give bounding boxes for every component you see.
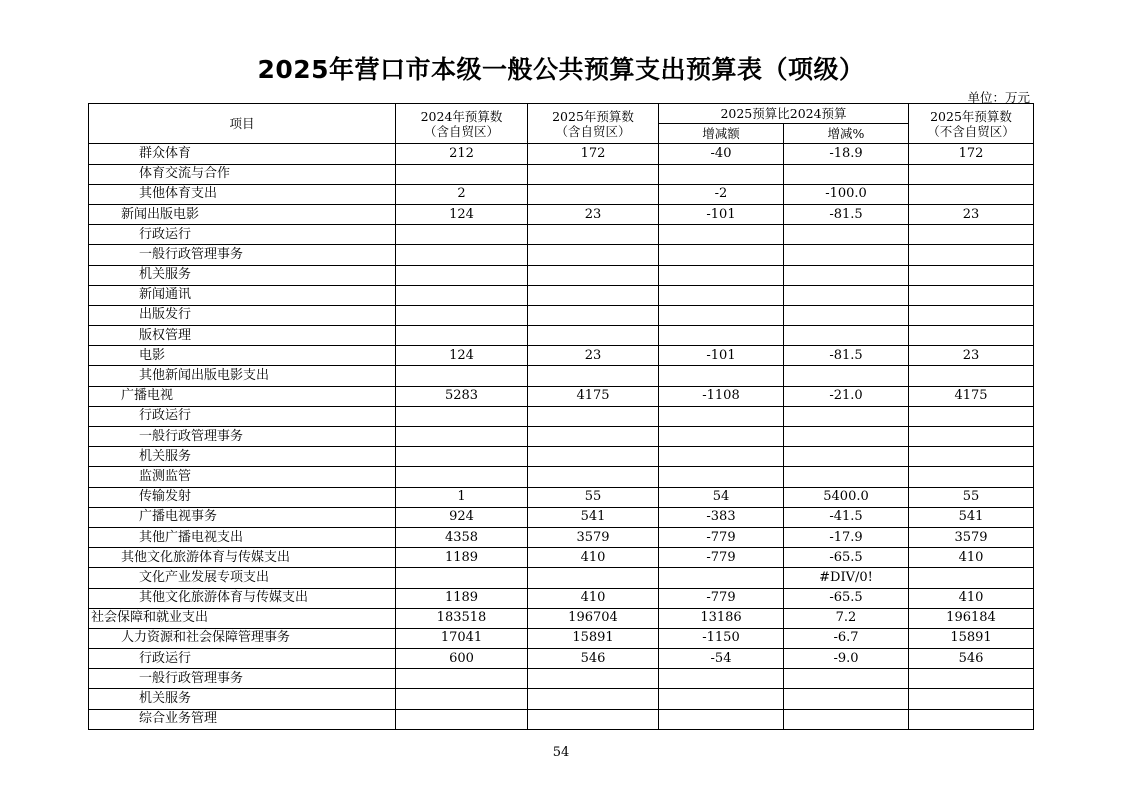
row-change-amount: -54 [659,649,784,669]
row-change-pct: -41.5 [784,507,909,527]
row-value-2024 [396,285,528,305]
table-row [89,326,1034,346]
row-value-2024: 212 [396,144,528,164]
row-item-name: 电影 [89,346,396,366]
header-item: 项目 [89,104,396,144]
table-row [89,709,1034,729]
row-value-2024: 1 [396,487,528,507]
row-change-pct [784,447,909,467]
page-title: 2025年营口市本级一般公共预算支出预算表（项级） [257,55,865,84]
row-change-amount [659,285,784,305]
row-value-2025-excl [909,164,1034,184]
row-change-amount [659,689,784,709]
row-item-name: 出版发行 [89,305,396,325]
table-row [89,346,1034,366]
row-item-name: 人力资源和社会保障管理事务 [89,628,396,648]
row-change-pct: -6.7 [784,628,909,648]
row-value-2025: 55 [528,487,659,507]
table-row [89,507,1034,527]
table-row [89,265,1034,285]
row-change-pct [784,689,909,709]
row-value-2025-excl [909,568,1034,588]
row-value-2025: 196704 [528,608,659,628]
row-item-name: 其他文化旅游体育与传媒支出 [89,588,396,608]
row-value-2025-excl [909,709,1034,729]
table-row [89,487,1034,507]
row-item-name: 机关服务 [89,265,396,285]
unit-label: 单位：万元 [967,90,1030,105]
row-change-pct [784,245,909,265]
row-value-2024: 124 [396,346,528,366]
table-row [89,386,1034,406]
row-value-2025 [528,467,659,487]
row-change-pct: -81.5 [784,204,909,224]
row-change-pct: -100.0 [784,184,909,204]
table-row [89,285,1034,305]
row-value-2024 [396,568,528,588]
row-change-amount: -1150 [659,628,784,648]
row-change-amount [659,265,784,285]
header-2025-line2: （含自贸区） [555,123,631,139]
row-value-2025: 410 [528,548,659,568]
row-value-2025-excl: 23 [909,204,1034,224]
table-row [89,427,1034,447]
table-body [89,144,1034,729]
row-value-2024: 17041 [396,628,528,648]
row-change-amount [659,406,784,426]
row-change-amount: 54 [659,487,784,507]
row-change-amount [659,427,784,447]
row-value-2025-excl: 410 [909,548,1034,568]
table-row [89,689,1034,709]
row-value-2025 [528,406,659,426]
row-value-2025-excl [909,467,1034,487]
row-change-amount [659,366,784,386]
row-item-name: 行政运行 [89,225,396,245]
row-value-2024 [396,427,528,447]
row-change-pct [784,427,909,447]
row-value-2024 [396,366,528,386]
table-row [89,366,1034,386]
row-change-amount [659,447,784,467]
row-change-pct [784,709,909,729]
row-item-name: 体育交流与合作 [89,164,396,184]
row-value-2025: 410 [528,588,659,608]
table-row [89,467,1034,487]
row-value-2024 [396,689,528,709]
row-value-2024: 600 [396,649,528,669]
table-row [89,527,1034,547]
row-item-name: 监测监管 [89,467,396,487]
row-change-pct [784,225,909,245]
row-value-2025: 15891 [528,628,659,648]
row-item-name: 一般行政管理事务 [89,427,396,447]
row-change-pct [784,265,909,285]
row-change-amount: -40 [659,144,784,164]
row-value-2025 [528,164,659,184]
row-change-pct: -17.9 [784,527,909,547]
row-item-name: 一般行政管理事务 [89,245,396,265]
row-change-amount: -2 [659,184,784,204]
row-change-pct: -65.5 [784,548,909,568]
row-value-2025: 23 [528,204,659,224]
row-value-2025 [528,326,659,346]
row-change-pct: -21.0 [784,386,909,406]
row-change-pct: -18.9 [784,144,909,164]
row-value-2025-excl: 3579 [909,527,1034,547]
row-value-2025-excl: 55 [909,487,1034,507]
row-item-name: 机关服务 [89,447,396,467]
row-change-amount: -779 [659,548,784,568]
row-change-amount: -101 [659,204,784,224]
row-change-amount [659,326,784,346]
row-item-name: 行政运行 [89,649,396,669]
table-header [89,104,1034,144]
row-value-2025 [528,225,659,245]
row-item-name: 新闻出版电影 [89,204,396,224]
table-row [89,184,1034,204]
row-change-pct [784,164,909,184]
row-change-pct: #DIV/0! [784,568,909,588]
row-change-amount: 13186 [659,608,784,628]
row-value-2024 [396,447,528,467]
row-value-2025-excl: 23 [909,346,1034,366]
row-value-2024: 924 [396,507,528,527]
row-change-amount [659,245,784,265]
header-2024-line2: （含自贸区） [423,123,499,139]
row-value-2025 [528,427,659,447]
table-row [89,568,1034,588]
row-value-2024 [396,406,528,426]
row-value-2025: 172 [528,144,659,164]
row-change-pct [784,285,909,305]
table-row [89,225,1034,245]
row-value-2025-excl: 196184 [909,608,1034,628]
page-number: 54 [552,745,570,760]
row-item-name: 文化产业发展专项支出 [89,568,396,588]
row-value-2025-excl [909,265,1034,285]
row-change-pct [784,669,909,689]
row-item-name: 机关服务 [89,689,396,709]
table-row [89,406,1034,426]
row-value-2025-excl [909,406,1034,426]
row-value-2025 [528,689,659,709]
row-value-2025-excl: 541 [909,507,1034,527]
row-value-2024: 183518 [396,608,528,628]
header-2025-excl-line1: 2025年预算数 [930,108,1012,124]
row-change-pct: -81.5 [784,346,909,366]
row-item-name: 其他体育支出 [89,184,396,204]
row-value-2025 [528,366,659,386]
row-value-2024: 2 [396,184,528,204]
row-value-2025: 3579 [528,527,659,547]
row-value-2025: 546 [528,649,659,669]
row-item-name: 群众体育 [89,144,396,164]
header-change-amount: 增减额 [659,124,784,144]
row-value-2024: 124 [396,204,528,224]
row-item-name: 版权管理 [89,326,396,346]
header-2025-excl [909,104,1034,144]
row-item-name: 其他新闻出版电影支出 [89,366,396,386]
row-value-2024 [396,467,528,487]
row-value-2024: 5283 [396,386,528,406]
header-2025-excl-line2: （不含自贸区） [927,123,1015,139]
row-value-2025: 541 [528,507,659,527]
header-change-pct: 增减% [784,124,909,144]
row-value-2025-excl [909,184,1034,204]
row-change-pct [784,467,909,487]
row-change-pct [784,305,909,325]
row-change-amount [659,164,784,184]
row-item-name: 行政运行 [89,406,396,426]
row-value-2025 [528,265,659,285]
row-value-2024: 1189 [396,588,528,608]
row-change-amount: -101 [659,346,784,366]
header-2024-line1: 2024年预算数 [420,108,503,124]
row-value-2025-excl [909,245,1034,265]
row-change-amount: -779 [659,527,784,547]
row-value-2025-excl [909,326,1034,346]
row-value-2024 [396,265,528,285]
row-change-amount: -779 [659,588,784,608]
header-2025 [528,104,659,144]
row-value-2024 [396,164,528,184]
table-row [89,245,1034,265]
row-change-pct: -9.0 [784,649,909,669]
table-row [89,204,1034,224]
row-value-2024 [396,669,528,689]
row-value-2025-excl [909,305,1034,325]
row-value-2024 [396,326,528,346]
row-value-2025-excl [909,366,1034,386]
row-value-2025 [528,447,659,467]
row-item-name: 综合业务管理 [89,709,396,729]
table-row [89,144,1034,164]
row-value-2024 [396,245,528,265]
row-value-2025-excl: 546 [909,649,1034,669]
row-change-pct [784,406,909,426]
row-value-2024 [396,709,528,729]
row-value-2025 [528,184,659,204]
row-value-2025 [528,305,659,325]
row-item-name: 广播电视 [89,386,396,406]
row-change-amount [659,467,784,487]
row-item-name: 新闻通讯 [89,285,396,305]
row-value-2025-excl: 4175 [909,386,1034,406]
row-item-name: 社会保障和就业支出 [89,608,396,628]
row-item-name: 其他广播电视支出 [89,527,396,547]
table-row [89,669,1034,689]
row-item-name: 一般行政管理事务 [89,669,396,689]
row-value-2025-excl: 410 [909,588,1034,608]
row-value-2025 [528,568,659,588]
row-value-2025-excl [909,689,1034,709]
row-value-2025-excl [909,427,1034,447]
row-value-2025: 4175 [528,386,659,406]
row-change-amount: -1108 [659,386,784,406]
row-value-2025 [528,709,659,729]
row-change-amount [659,709,784,729]
table-row [89,164,1034,184]
row-change-amount: -383 [659,507,784,527]
row-value-2025-excl: 15891 [909,628,1034,648]
header-2025-line1: 2025年预算数 [552,108,634,124]
table-row [89,305,1034,325]
budget-table [88,103,1034,730]
row-value-2024: 1189 [396,548,528,568]
row-value-2025 [528,669,659,689]
row-change-pct: 7.2 [784,608,909,628]
row-value-2025-excl [909,225,1034,245]
row-item-name: 其他文化旅游体育与传媒支出 [89,548,396,568]
row-change-pct [784,366,909,386]
header-compare: 2025预算比2024预算 [659,104,909,124]
row-item-name: 广播电视事务 [89,507,396,527]
row-value-2025-excl [909,447,1034,467]
table-row [89,447,1034,467]
table-row [89,628,1034,648]
row-change-amount [659,225,784,245]
table-row [89,588,1034,608]
row-change-pct: 5400.0 [784,487,909,507]
row-value-2025-excl [909,669,1034,689]
row-value-2024: 4358 [396,527,528,547]
row-value-2025-excl: 172 [909,144,1034,164]
table-row [89,548,1034,568]
row-change-amount [659,568,784,588]
row-value-2025 [528,285,659,305]
row-change-amount [659,669,784,689]
row-value-2024 [396,225,528,245]
table-row [89,649,1034,669]
row-change-amount [659,305,784,325]
row-change-pct [784,326,909,346]
row-value-2025 [528,245,659,265]
row-item-name: 传输发射 [89,487,396,507]
row-value-2024 [396,305,528,325]
row-value-2025-excl [909,285,1034,305]
table-row [89,608,1034,628]
row-change-pct: -65.5 [784,588,909,608]
row-value-2025: 23 [528,346,659,366]
header-2024 [396,104,528,144]
